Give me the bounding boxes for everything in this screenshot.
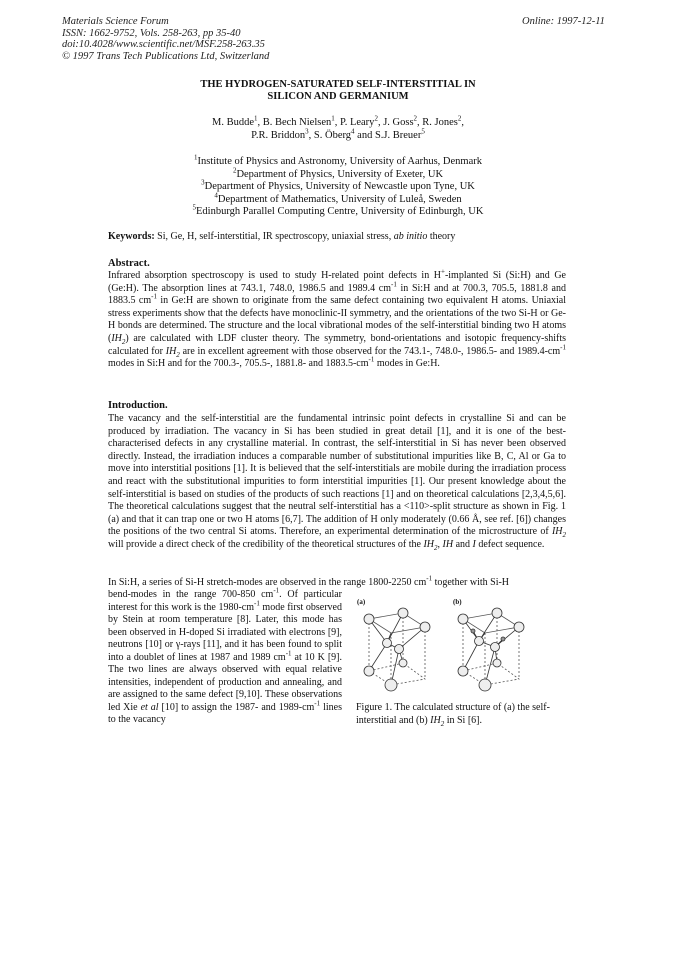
cube-bottom-face [463, 663, 519, 685]
si-atom [492, 608, 502, 618]
math-symbol: IH [551, 526, 563, 538]
abstract-run: ) are calculated with LDF cluster theory. The symmetry, bond-orientations and isotopic frequency-shifts calculated for [108, 332, 566, 357]
author: P.R. Briddon [251, 129, 306, 141]
affiliation [108, 166, 568, 182]
intro-run: will provide a direct check of the credibility of the theoretical structures of the [108, 538, 424, 550]
intro-paragraph-2-lead [108, 574, 566, 588]
author-sep: , [308, 129, 314, 141]
affil-num: 4 [214, 191, 218, 200]
si-atom [420, 622, 430, 632]
superscript: -1 [560, 343, 566, 352]
affiliation-list [108, 153, 568, 219]
affil-text: Institute of Physics and Astronomy, University of Aarhus, Denmark [197, 156, 483, 167]
author-line-1 [108, 114, 568, 130]
affil-text: Edinburgh Parallel Computing Centre, University of Edinburgh, UK [196, 206, 484, 218]
math-symbol: IH [430, 714, 441, 726]
figure-1 [351, 597, 566, 697]
affil-mark: 2 [413, 114, 418, 123]
si-atom [458, 614, 468, 624]
h-atom [471, 629, 475, 633]
affiliation [108, 191, 568, 207]
math-symbol: IH [111, 332, 122, 344]
si-atom [514, 622, 524, 632]
abstract-text [108, 267, 567, 371]
author-sep: and [354, 129, 375, 141]
author-line-2 [108, 127, 568, 143]
affil-num: 5 [192, 203, 197, 212]
superscript: -1 [151, 292, 157, 301]
intro-run: bend-modes in the range 700-850 cm [108, 589, 274, 600]
si-atom [364, 666, 374, 676]
math-symbol: I [472, 538, 476, 550]
author: R. Jones [422, 117, 458, 128]
intro-run: and [453, 538, 473, 550]
online-date: Online: 1997-12-11 [522, 16, 605, 27]
affil-mark: 3 [305, 127, 309, 136]
author: J. Goss [383, 117, 414, 128]
author-sep: , [334, 117, 341, 128]
issn-line: ISSN: 1662-9752, Vols. 258-263, pp 35-40 [62, 27, 241, 39]
abstract-run: modes in Si:H and for the 700.3-, 705.5-, 1881.8- and 1883.5-cm [108, 358, 369, 370]
italic-text: et al [140, 701, 159, 713]
si-atom [458, 666, 468, 676]
superscript: -1 [368, 355, 375, 364]
intro-run: defect sequence. [475, 538, 545, 550]
h-atom [501, 637, 505, 641]
author-sep: , [461, 117, 464, 128]
intro-run: lines to the vacancy [108, 701, 342, 725]
author-sep: , [417, 117, 423, 128]
intro-run: The vacancy and the self-interstitial are the fundamental intrinsic point defects in crystalline Si and can be produced by irradiation. The vacancy in Si has been studied in great detail [1], and it is one of the best-characterised defects in any crystalline material. In contrast, the self-interstitial in Si has never been observed directly. Instead, the irradiation induces a comparable number of substitutional impurities like B, C, Al or Ga to move into interstitial positions [1]. It is believed that the self-interstitials are mobile during the irradiation process and react with the substitutional impurities to form interstitial impurities [1]. Our present knowledge about the self-interstitial is based on studies of the products of such reactions [1] and on theoretical calculations [2,3,4,5,6]. The theoretical calculations suggest that the neutral self-interstitial has a <110>-split structure as shown in Fig. 1 (a) and that it can trap one or two H atoms [6,7]. The addition of H only moderately (0.66 Å, see ref. [6]) changes the positions of the two central Si atoms. Therefore, an experimental determination of the microstructure of [108, 413, 566, 538]
keywords-tail: theory [429, 231, 456, 242]
figure-label-b: (b) [453, 598, 462, 606]
intro-run: at 10 K [9]. The two lines are always observed with equal relative intensities, independent of production and annealing, and are assigned to the same defect [9,10]. These observations led Xie [108, 651, 342, 713]
math-symbol: IH [165, 345, 177, 357]
intro-run: , [437, 538, 443, 550]
abstract-run: modes in Ge:H. [374, 358, 440, 370]
affil-mark: 1 [253, 114, 258, 123]
author: S. Öberg [313, 129, 352, 141]
superscript: -1 [390, 280, 397, 289]
affil-mark: 2 [457, 114, 462, 123]
intro-heading: Introduction. [108, 400, 168, 411]
caption-run: Figure 1. The calculated structure of (a) the self-interstitial and (b) [356, 702, 550, 726]
author: P. Leary [340, 117, 375, 128]
author: M. Budde [211, 117, 254, 128]
doi-line: doi:10.4028/www.scientific.net/MSF.258-263.35 [62, 39, 265, 50]
abstract-run: in Ge:H are shown to originate from the same defect containing two equivalent H atoms. Uniaxial stress experiments show that the defects have monoclinic-II symmetry, and the orientations of the two Si-H or Ge-H bonds are determined. The structure and the local vibrational modes of the self-interstitial binding two H atoms ( [108, 295, 567, 344]
si-atom [493, 659, 501, 667]
intro-paragraph-1 [108, 413, 566, 552]
affil-text: Department of Physics, University of Newcastle upon Tyne, UK [204, 181, 475, 193]
math-subscript: 2 [562, 531, 566, 540]
math-symbol: IH [442, 538, 454, 550]
affil-text: Department of Mathematics, University of Luleå, Sweden [217, 193, 462, 205]
affil-mark: 1 [331, 114, 335, 123]
math-subscript: 2 [121, 337, 126, 346]
abstract-run: -implanted Si (Si:H) and Ge (Ge:H). The absorption lines at 743.1, 748.0, 1986.5 and 1989.4 cm [108, 270, 566, 294]
abstract-run: are in excellent agreement with those observed for the 743.1-, 748.0-, 1986.5- and 1989.4-cm [179, 345, 561, 357]
intro-paragraph-2-column [108, 586, 342, 727]
affiliation [108, 153, 568, 169]
superscript: -1 [314, 699, 321, 708]
atoms-b [458, 608, 524, 691]
si-atom [399, 659, 407, 667]
crystal-structure-diagram [351, 597, 566, 697]
affiliation [108, 178, 568, 194]
superscript: -1 [273, 586, 280, 595]
math-symbol: IH [423, 538, 434, 550]
author-sep: , [257, 117, 263, 128]
title-line-2: SILICON AND GERMANIUM [267, 91, 409, 102]
affil-mark: 5 [421, 127, 425, 136]
keywords [108, 231, 566, 244]
paper-title [108, 79, 568, 103]
si-atom [364, 614, 374, 624]
affil-num: 1 [193, 153, 198, 162]
si-atom [479, 679, 491, 691]
journal-header [62, 16, 269, 62]
si-atom [395, 645, 404, 654]
author-sep: , [377, 117, 384, 128]
cube-bottom-face [369, 663, 425, 685]
superscript: -1 [426, 574, 433, 583]
intro-run: In Si:H, a series of Si-H stretch-modes are observed in the range 1800-2250 cm [108, 577, 427, 588]
title-line-1: THE HYDROGEN-SATURATED SELF-INTERSTITIAL IN [200, 79, 476, 90]
si-atom [491, 643, 500, 652]
affil-mark: 4 [351, 127, 355, 136]
si-atom [398, 608, 408, 618]
superscript: -1 [285, 649, 292, 658]
si-atom [385, 679, 397, 691]
intro-run: [10] to assign the 1987- and 1989-cm [158, 701, 315, 713]
affil-mark: 2 [374, 114, 378, 123]
abstract-heading: Abstract. [108, 258, 150, 269]
affil-text: Department of Physics, University of Exeter, UK [236, 168, 444, 180]
keywords-label: Keywords: [108, 231, 155, 242]
figure-caption [356, 702, 570, 727]
abstract-run: Infrared absorption spectroscopy is used to study H-related point defects in H [108, 270, 441, 281]
journal-name: Materials Science Forum [62, 16, 169, 27]
math-subscript: 2 [440, 719, 445, 728]
affil-num: 2 [232, 166, 237, 175]
atoms-a [364, 608, 430, 691]
caption-run: in Si [6]. [444, 714, 482, 726]
math-subscript: 2 [434, 543, 438, 552]
intro-run: mode first observed by Stein at room temperature [8]. Later, this mode has been observed in H-doped Si irradiated with electrons [9], neutrons [10] or γ-rays [11], and it has been found to split into a doublet of lines at 1987 and 1989 cm [108, 601, 342, 663]
abstract-run: in Si:H and at 700.3, 705.5, 1881.8 and 1883.5 cm [108, 282, 566, 307]
si-atom [475, 637, 484, 646]
figure-label-a: (a) [357, 598, 366, 606]
keywords-text: Si, Ge, H, self-interstitial, IR spectroscopy, uniaxial stress, [157, 231, 392, 242]
si-atom [383, 639, 392, 648]
superscript: + [441, 267, 445, 276]
intro-run: together with Si-H [432, 577, 510, 588]
intro-run: . Of particular interest for this work is the 1980-cm [108, 589, 342, 613]
author-list [108, 114, 568, 142]
superscript: -1 [254, 599, 260, 608]
author: S.J. Breuer [374, 129, 422, 141]
keywords-italic: ab initio [393, 231, 428, 242]
math-subscript: 2 [176, 350, 180, 359]
affiliation [108, 203, 568, 219]
author: B. Bech Nielsen [262, 117, 332, 128]
affil-num: 3 [201, 178, 205, 187]
copyright-line: © 1997 Trans Tech Publications Ltd, Switzerland [62, 50, 270, 62]
